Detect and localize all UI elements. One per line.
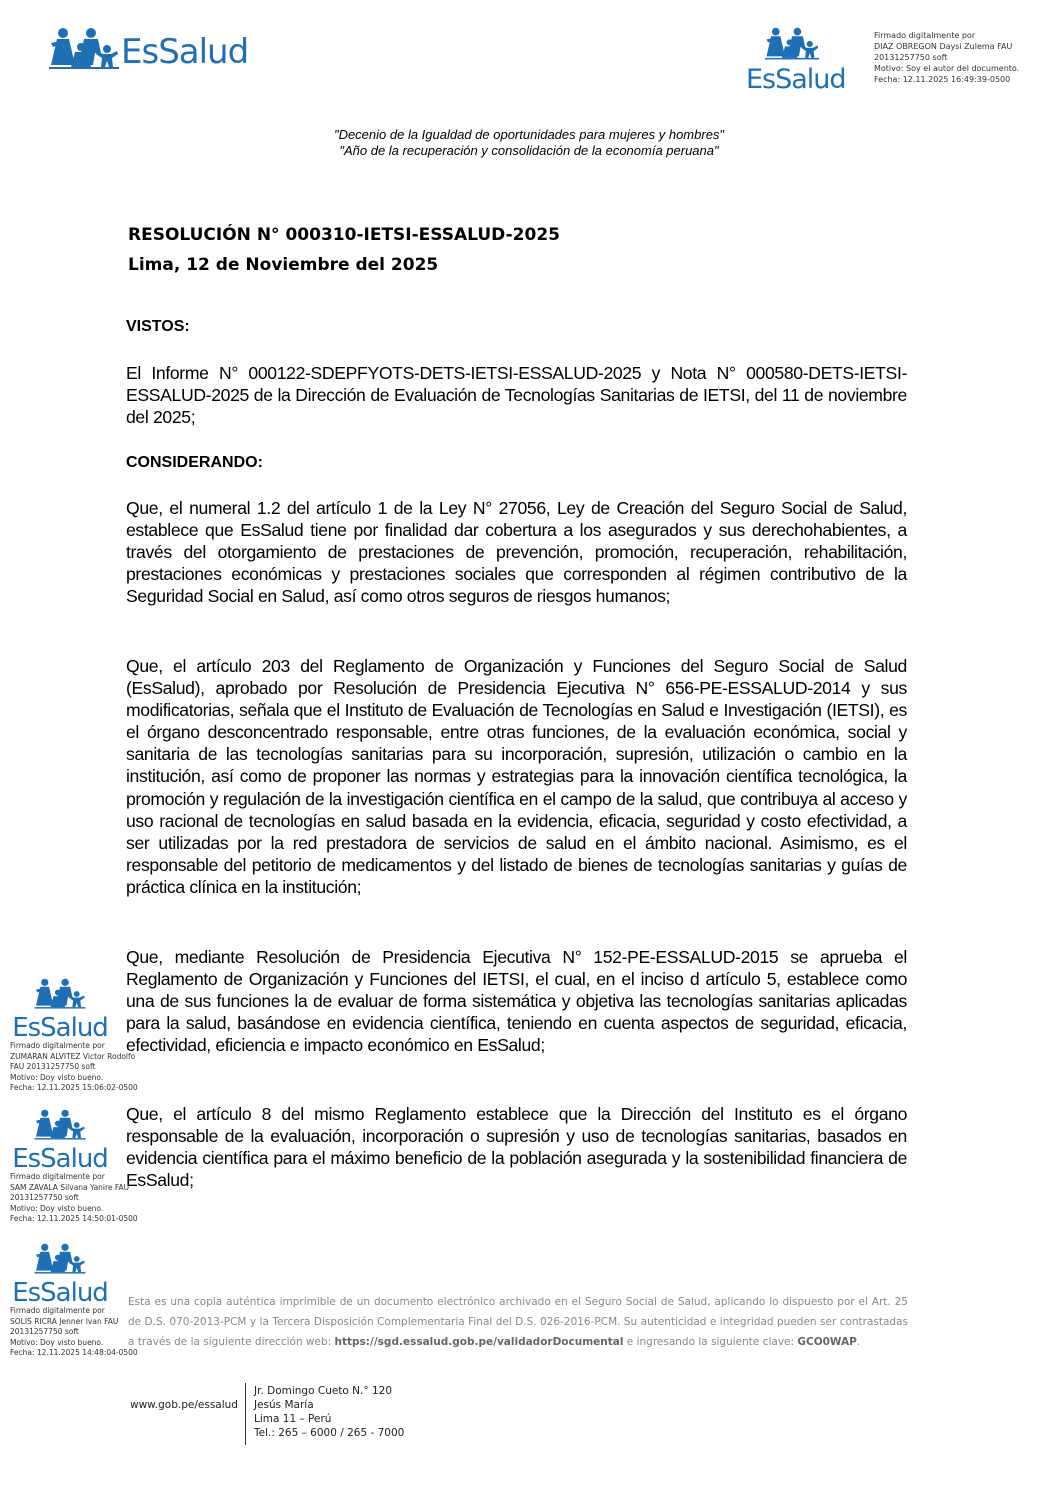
side-signature-2	[10, 1109, 150, 1225]
family-logo-icon	[49, 26, 119, 72]
considerando-heading: CONSIDERANDO:	[126, 454, 263, 471]
address-block	[254, 1384, 404, 1440]
authenticity-note	[128, 1292, 908, 1352]
logo-wordmark: EsSalud	[12, 1013, 108, 1043]
website-link[interactable]: www.gob.pe/essalud	[130, 1399, 238, 1411]
address-line: Jr. Domingo Cueto N.° 120	[254, 1385, 393, 1397]
signature-line: Firmado digitalmente por	[10, 1172, 105, 1181]
validation-key: GCO0WAP	[797, 1336, 857, 1348]
signature-line: Fecha: 12.11.2025 14:50:01-0500	[10, 1214, 138, 1223]
signature-line: FAU 20131257750 soft	[10, 1062, 96, 1071]
address-line: Tel.: 265 – 6000 / 265 - 7000	[254, 1427, 405, 1439]
side-signature-1	[10, 978, 150, 1094]
resolution-title: RESOLUCIÓN N° 000310-IETSI-ESSALUD-2025	[128, 225, 560, 245]
logo-wordmark: EsSalud	[746, 64, 846, 95]
vistos-heading: VISTOS:	[126, 318, 190, 335]
signature-line: Fecha: 12.11.2025 14:48:04-0500	[10, 1348, 138, 1357]
signature-line: 20131257750 soft	[10, 1193, 79, 1202]
digital-signature-main	[874, 30, 1054, 85]
signature-line: Motivo: Doy visto bueno.	[10, 1072, 104, 1082]
considerando-paragraph-3: Que, mediante Resolución de Presidencia Ejecutiva N° 152-PE-ESSALUD-2015 se aprueba el Reglamento de Organización y Funciones del IETSI, el cual, en el inciso d artículo 5, establece como una de sus funciones la de evaluar de forma sistemática y objetiva las tecnologías sanitarias aplicadas para la salud, basándose en evidencia científica, teniendo en cuenta aspectos de seguridad, eficacia, efectividad, eficiencia e impacto económico en EsSalud;	[126, 947, 907, 1056]
signature-line: Motivo: Soy el autor del documento.	[874, 64, 1020, 73]
signature-line: Firmado digitalmente por	[10, 1306, 105, 1315]
signature-line: Motivo: Doy visto bueno.	[10, 1337, 104, 1347]
validation-url-link[interactable]: https://sgd.essalud.gob.pe/validadorDocumental	[334, 1336, 624, 1348]
signature-line: SOLIS RICRA Jenner Ivan FAU	[10, 1316, 119, 1326]
note-text: Esta es una copia auténtica imprimible de un documento electrónico archivado en el Seguro Social de Salud, aplicando lo dispuesto por el Art. 25 de D.S. 070-2013-PCM y la Tercera Disposición Complementaria Final del D.S. 026-2016-PCM. Su autenticidad e integridad pueden ser contrastadas a través de la siguiente dirección web:	[128, 1296, 908, 1348]
signature-line: Fecha: 12.11.2025 15:06:02-0500	[10, 1083, 138, 1092]
essalud-logo-header	[49, 22, 248, 72]
signature-logo-main	[746, 27, 846, 95]
signature-line: DIAZ OBREGON Daysi Zulema FAU	[874, 42, 1013, 51]
logo-wordmark: EsSalud	[121, 32, 249, 72]
family-logo-icon	[762, 27, 822, 61]
signature-line: Firmado digitalmente por	[874, 31, 976, 40]
footer-divider	[245, 1383, 246, 1445]
signature-line: ZUMARAN ALVITEZ Victor Rodolfo	[10, 1051, 136, 1061]
address-line: Jesús María	[254, 1399, 314, 1411]
motto-decade: "Decenio de la Igualdad de oportunidades para mujeres y hombres"	[333, 127, 725, 142]
note-text: e ingresando la siguiente clave:	[623, 1336, 798, 1348]
signature-line: 20131257750 soft	[874, 53, 948, 62]
considerando-paragraph-1: Que, el numeral 1.2 del artículo 1 de la Ley N° 27056, Ley de Creación del Seguro Social de Salud, establece que EsSalud tiene por finalidad dar cobertura a los asegurados y sus derechohabientes, a través del otorgamiento de prestaciones de prevención, promoción, recuperación, rehabilitación, prestaciones económicas y prestaciones sociales que corresponden al régimen contributivo de la Seguridad Social en Salud, así como otros seguros de riesgos humanos;	[126, 498, 907, 607]
logo-wordmark: EsSalud	[12, 1144, 108, 1174]
logo-wordmark: EsSalud	[12, 1278, 108, 1308]
note-text: .	[856, 1336, 861, 1348]
signature-line: Firmado digitalmente por	[10, 1041, 105, 1050]
considerando-paragraph-4: Que, el artículo 8 del mismo Reglamento establece que la Dirección del Instituto es el órgano responsable de la evaluación, incorporación o supresión y uso de tecnologías sanitarias, basados en evidencia científica para el máximo beneficio de la población asegurada y la sostenibilidad financiera de EsSalud;	[126, 1104, 907, 1191]
motto-year: "Año de la recuperación y consolidación de la economía peruana"	[339, 143, 719, 158]
considerando-paragraph-2: Que, el artículo 203 del Reglamento de Organización y Funciones del Seguro Social de Salud (EsSalud), aprobado por Resolución de Presidencia Ejecutiva N° 656-PE-ESSALUD-2014 y sus modificatorias, señala que el Instituto de Evaluación de Tecnologías en Salud e Investigación (IETSI), es el órgano desconcentrado responsable, entre otras funciones, de la evaluación económica, social y sanitaria de las tecnologías sanitarias para su incorporación, supresión, utilización o cambio en la institución, así como de proponer las normas y estrategias para la innovación científica tecnológica, la promoción y regulación de la investigación científica en el campo de la salud, que contribuya al acceso y uso racional de tecnologías en salud basada en la evidencia, eficacia, seguridad y costo efectividad, a ser utilizadas por la red prestadora de servicios de salud en el ámbito nacional. Asimismo, es el responsable del petitorio de medicamentos y del listado de bienes de tecnologías sanitarias y guías de práctica clínica en la institución;	[126, 656, 907, 897]
signature-line: 20131257750 soft	[10, 1327, 79, 1336]
family-logo-icon	[33, 1243, 87, 1275]
vistos-paragraph: El Informe N° 000122-SDEPFYOTS-DETS-IETSI-ESSALUD-2025 y Nota N° 000580-DETS-IETSI-ESSALUD-2025 de la Dirección de Evaluación de Tecnologías Sanitarias de IETSI, del 11 de noviembre del 2025;	[126, 363, 907, 428]
family-logo-icon	[33, 1109, 87, 1141]
signature-line: Fecha: 12.11.2025 16:49:39-0500	[874, 75, 1011, 84]
resolution-date: Lima, 12 de Noviembre del 2025	[128, 255, 439, 275]
family-logo-icon	[33, 978, 87, 1010]
address-line: Lima 11 – Perú	[254, 1413, 332, 1425]
signature-line: SAM ZAVALA Silvana Yanire FAU	[10, 1182, 130, 1192]
signature-line: Motivo: Doy visto bueno.	[10, 1203, 104, 1213]
